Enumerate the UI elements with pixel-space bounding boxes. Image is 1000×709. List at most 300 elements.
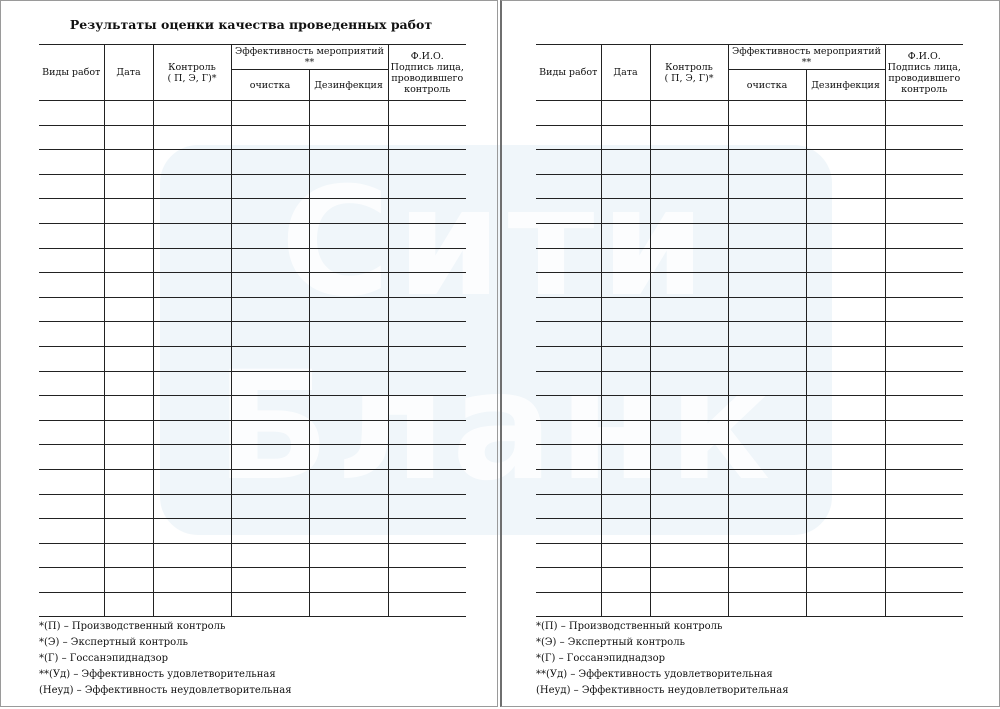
table-cell [885,519,963,544]
table-cell [885,543,963,568]
table-cell [309,371,388,396]
table-cell [536,150,601,175]
table-row [39,322,466,347]
table-cell [309,420,388,445]
table-cell [536,297,601,322]
table-cell [104,248,153,273]
table-cell [885,371,963,396]
table-cell [231,346,309,371]
table-row [39,371,466,396]
table-cell [806,396,885,421]
right-page [500,0,1000,707]
table-cell [728,322,806,347]
table-cell [885,150,963,175]
table-cell [885,174,963,199]
table-cell [601,125,650,150]
table-cell [536,223,601,248]
table-cell [536,174,601,199]
table-cell [153,469,231,494]
table-row [536,101,963,126]
table-cell [309,101,388,126]
table-cell [153,494,231,519]
table-cell [153,371,231,396]
table-cell [728,125,806,150]
table-cell [153,396,231,421]
table-cell [885,568,963,593]
table-cell [601,568,650,593]
table-cell [153,297,231,322]
table-row [39,223,466,248]
table-row [39,494,466,519]
table-cell [309,322,388,347]
header-effectiveness: Эффективность мероприятий ** [728,45,885,70]
table-cell [388,469,466,494]
table-row [536,297,963,322]
header-control: Контроль ( П, Э, Г)* [153,45,231,101]
table-cell [728,494,806,519]
table-cell [104,469,153,494]
table-row [39,519,466,544]
table-cell [650,223,728,248]
table-cell [388,297,466,322]
table-cell [536,568,601,593]
table-cell [806,543,885,568]
footnotes [536,619,789,699]
table-cell [388,199,466,224]
table-cell [885,199,963,224]
table-cell [536,125,601,150]
table-cell [650,568,728,593]
header-date: Дата [601,45,650,101]
table-cell [39,396,104,421]
table-cell [39,101,104,126]
table-cell [153,199,231,224]
table-cell [39,174,104,199]
left-page [0,0,498,707]
header-disinfection: Дезинфекция [806,70,885,101]
table-row [536,199,963,224]
table-cell [806,371,885,396]
table-cell [806,150,885,175]
table-row [39,101,466,126]
table-cell [39,125,104,150]
table-cell [728,248,806,273]
table-cell [728,568,806,593]
table-cell [650,322,728,347]
table-cell [39,150,104,175]
table-cell [309,396,388,421]
table-cell [39,420,104,445]
table-cell [39,371,104,396]
table-cell [153,519,231,544]
table-cell [536,519,601,544]
table-cell [231,223,309,248]
table-cell [650,445,728,470]
table-cell [309,469,388,494]
table-cell [728,297,806,322]
table-cell [601,199,650,224]
table-cell [806,494,885,519]
table-cell [601,519,650,544]
table-cell [104,396,153,421]
table-cell [536,469,601,494]
table-cell [728,519,806,544]
table-cell [728,150,806,175]
table-cell [601,223,650,248]
table-cell [806,469,885,494]
table-cell [231,592,309,617]
table-cell [231,101,309,126]
table-row [536,125,963,150]
table-cell [806,248,885,273]
table-cell [104,445,153,470]
table-cell [536,273,601,298]
table-cell [728,592,806,617]
table-cell [231,568,309,593]
watermark-text-line2: Бланк [215,340,777,514]
table-row [39,248,466,273]
table-cell [39,346,104,371]
table-cell [806,519,885,544]
table-cell [650,125,728,150]
table-cell [388,371,466,396]
table-row [39,469,466,494]
table-cell [153,420,231,445]
table-cell [536,322,601,347]
table-cell [388,592,466,617]
table-cell [309,519,388,544]
table-row [39,273,466,298]
table-cell [388,174,466,199]
footnotes [39,619,292,699]
table-cell [536,346,601,371]
table-cell [104,223,153,248]
footnote-1: *(П) – Производственный контроль [536,621,723,632]
table-cell [231,297,309,322]
table-cell [39,248,104,273]
table-cell [39,592,104,617]
table-cell [388,125,466,150]
table-cell [388,150,466,175]
table-cell [601,469,650,494]
table-cell [885,469,963,494]
table-cell [806,223,885,248]
table-row [39,346,466,371]
footnote-5: (Неуд) – Эффективность неудовлетворительная [39,685,292,696]
table-row [39,445,466,470]
table-cell [650,494,728,519]
table-row [39,174,466,199]
table-cell [153,174,231,199]
table-cell [153,592,231,617]
table-cell [601,420,650,445]
table-cell [388,494,466,519]
table-cell [39,297,104,322]
table-cell [601,445,650,470]
table-cell [309,125,388,150]
table-row [536,223,963,248]
table-cell [728,273,806,298]
table-cell [601,174,650,199]
header-work-type: Виды работ [39,45,104,101]
table-cell [309,494,388,519]
table-row [536,568,963,593]
table-cell [309,568,388,593]
table-cell [231,396,309,421]
table-body [39,101,466,617]
table-cell [536,420,601,445]
table-cell [153,223,231,248]
table-cell [104,519,153,544]
table-row [536,543,963,568]
table-cell [39,322,104,347]
table-cell [104,371,153,396]
table-cell [309,346,388,371]
table-cell [153,101,231,126]
table-cell [231,199,309,224]
table-cell [806,297,885,322]
table-cell [153,322,231,347]
footnote-4: **(Уд) – Эффективность удовлетворительная [39,669,276,680]
footnote-2: *(Э) – Экспертный контроль [39,637,188,648]
table-cell [536,199,601,224]
table-cell [885,223,963,248]
table-cell [650,199,728,224]
table-cell [806,346,885,371]
table-cell [104,273,153,298]
table-cell [104,346,153,371]
table-cell [601,248,650,273]
table-cell [104,543,153,568]
table-row [536,273,963,298]
table-row [536,469,963,494]
table-cell [885,125,963,150]
table-row [39,150,466,175]
table-cell [806,568,885,593]
table-cell [104,568,153,593]
quality-table [39,44,466,617]
table-cell [231,469,309,494]
table-cell [601,150,650,175]
table-cell [885,346,963,371]
table-cell [231,543,309,568]
header-disinfection: Дезинфекция [309,70,388,101]
table-cell [309,199,388,224]
table-cell [728,199,806,224]
table-cell [388,273,466,298]
table-cell [885,322,963,347]
table-cell [806,273,885,298]
table-cell [309,223,388,248]
table-cell [728,174,806,199]
table-cell [104,494,153,519]
table-row [536,592,963,617]
table-cell [231,371,309,396]
table-cell [885,494,963,519]
table-row [536,420,963,445]
table-cell [231,125,309,150]
table-cell [650,543,728,568]
table-cell [806,101,885,126]
table-cell [601,346,650,371]
table-cell [153,346,231,371]
table-cell [885,297,963,322]
table-cell [309,273,388,298]
table-cell [104,592,153,617]
table-cell [231,150,309,175]
page-title: Результаты оценки качества проведенных работ [69,17,433,32]
table-cell [104,199,153,224]
table-row [39,420,466,445]
table-cell [601,592,650,617]
table-cell [153,125,231,150]
header-cleaning: очистка [231,70,309,101]
table-cell [231,420,309,445]
header-work-type: Виды работ [536,45,601,101]
table-cell [650,371,728,396]
table-row [536,346,963,371]
table-cell [153,248,231,273]
table-cell [231,322,309,347]
table-cell [806,125,885,150]
table-cell [231,445,309,470]
table-cell [650,101,728,126]
table-cell [39,199,104,224]
table-row [536,248,963,273]
table-cell [601,273,650,298]
table-cell [104,420,153,445]
header-date: Дата [104,45,153,101]
table-cell [728,346,806,371]
footnote-3: *(Г) – Госсанэпиднадзор [39,653,168,664]
table-row [39,199,466,224]
table-row [536,174,963,199]
table-cell [536,494,601,519]
table-cell [650,150,728,175]
table-cell [309,174,388,199]
table-cell [39,445,104,470]
table-cell [231,174,309,199]
table-cell [104,101,153,126]
table-cell [104,297,153,322]
table-cell [309,248,388,273]
table-cell [650,469,728,494]
table-cell [885,101,963,126]
table-cell [806,199,885,224]
table-cell [104,174,153,199]
table-cell [885,592,963,617]
table-cell [728,469,806,494]
table-cell [39,223,104,248]
table-cell [388,101,466,126]
table-cell [39,273,104,298]
table-cell [388,568,466,593]
table-cell [601,297,650,322]
table-cell [309,543,388,568]
table-cell [153,568,231,593]
table-cell [650,273,728,298]
table-row [39,568,466,593]
table-cell [806,174,885,199]
table-body [536,101,963,617]
table-cell [601,396,650,421]
table-cell [650,420,728,445]
header-cleaning: очистка [728,70,806,101]
watermark-text-line1: Сити [280,156,712,330]
table-cell [650,346,728,371]
table-cell [728,223,806,248]
table-cell [885,273,963,298]
table-cell [885,248,963,273]
table-cell [650,248,728,273]
footnote-5: (Неуд) – Эффективность неудовлетворительная [536,685,789,696]
table-cell [728,396,806,421]
footnote-2: *(Э) – Экспертный контроль [536,637,685,648]
table-cell [231,519,309,544]
footnote-3: *(Г) – Госсанэпиднадзор [536,653,665,664]
table-cell [885,445,963,470]
table-cell [39,568,104,593]
table-row [536,519,963,544]
header-signature: Ф.И.О. Подпись лица, проводившего контроль [885,45,963,101]
table-cell [231,248,309,273]
table-cell [153,543,231,568]
table-cell [536,101,601,126]
table-cell [601,371,650,396]
table-cell [536,445,601,470]
header-signature: Ф.И.О. Подпись лица, проводившего контроль [388,45,466,101]
table-row [536,371,963,396]
table-cell [309,297,388,322]
table-row [39,543,466,568]
table-cell [153,150,231,175]
table-cell [728,101,806,126]
table-cell [728,445,806,470]
table-row [39,125,466,150]
table-cell [601,494,650,519]
table-row [536,445,963,470]
table-cell [536,371,601,396]
table-cell [885,420,963,445]
table-cell [104,125,153,150]
table-cell [309,445,388,470]
table-cell [104,150,153,175]
table-cell [650,592,728,617]
table-cell [650,174,728,199]
table-cell [806,592,885,617]
table-cell [39,494,104,519]
table-cell [388,445,466,470]
table-cell [388,519,466,544]
table-row [536,494,963,519]
footnote-1: *(П) – Производственный контроль [39,621,226,632]
table-cell [388,420,466,445]
table-cell [39,543,104,568]
table-cell [728,543,806,568]
table-cell [806,445,885,470]
table-row [536,322,963,347]
table-cell [388,396,466,421]
table-cell [536,592,601,617]
table-cell [728,371,806,396]
table-cell [309,592,388,617]
table-cell [536,543,601,568]
footnote-4: **(Уд) – Эффективность удовлетворительная [536,669,773,680]
table-cell [388,322,466,347]
table-cell [153,445,231,470]
header-effectiveness: Эффективность мероприятий ** [231,45,388,70]
table-cell [601,322,650,347]
